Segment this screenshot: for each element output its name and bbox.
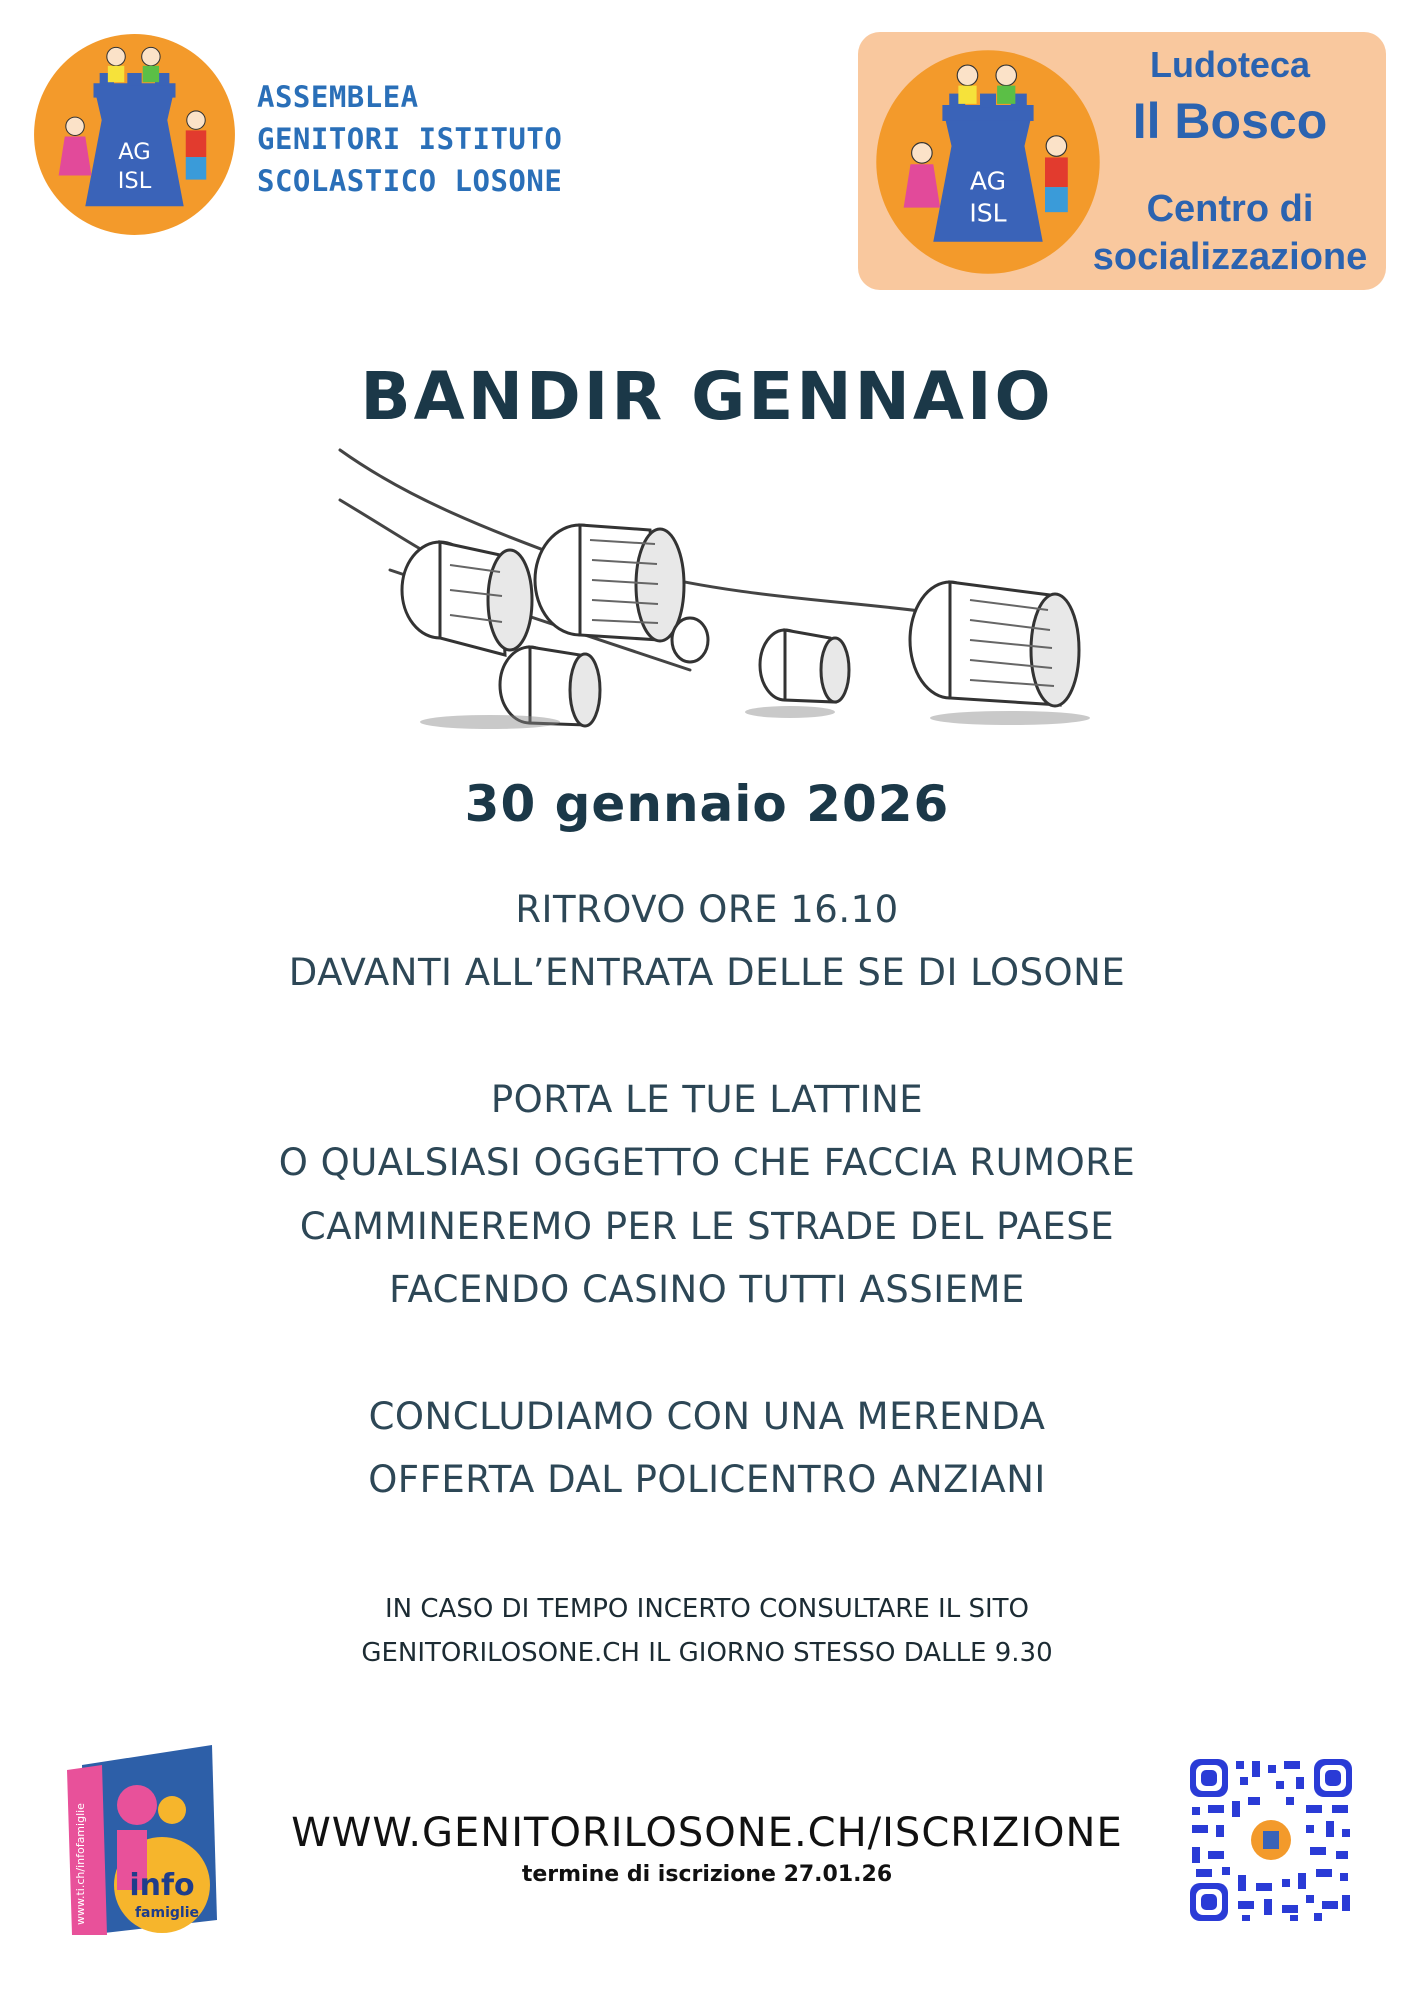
logo-text-ag: AG	[969, 166, 1007, 196]
snack-line-2: OFFERTA DAL POLICENTRO ANZIANI	[368, 1458, 1046, 1501]
event-title: BANDIR GENNAIO	[360, 358, 1054, 435]
weather-note-1: IN CASO DI TEMPO INCERTO CONSULTARE IL SITO	[385, 1594, 1029, 1624]
logo-text-isl: ISL	[969, 198, 1007, 228]
registration-url[interactable]: WWW.GENITORILOSONE.CH/ISCRIZIONE	[291, 1810, 1123, 1856]
weather-note-2: GENITORILOSONE.CH IL GIORNO STESSO DALLE 9.30	[361, 1638, 1053, 1668]
ludoteca-title: Ludoteca	[1149, 44, 1310, 85]
meeting-place: DAVANTI ALL’ENTRATA DELLE SE DI LOSONE	[288, 951, 1126, 994]
agisl-logo-small	[874, 48, 1102, 276]
qr-code[interactable]	[1186, 1755, 1356, 1925]
org-name-line-3: SCOLASTICO LOSONE	[257, 164, 563, 198]
logo-text-isl: ISL	[117, 167, 152, 194]
instruction-line-2: O QUALSIASI OGGETTO CHE FACCIA RUMORE	[278, 1141, 1136, 1184]
infofamiglie-label-info: info	[129, 1868, 195, 1903]
infofamiglie-label-famiglie: famiglie	[134, 1905, 200, 1921]
organization-name	[257, 76, 677, 202]
org-name-line-2: GENITORI ISTITUTO	[257, 122, 563, 156]
agisl-logo	[32, 32, 237, 237]
instruction-line-1: PORTA LE TUE LATTINE	[490, 1078, 924, 1121]
logo-text-ag: AG	[118, 139, 151, 166]
ludoteca-subtitle-2: socializzazione	[1092, 236, 1368, 278]
infofamiglie-url: www.ti.ch/infofamiglie	[74, 1803, 87, 1925]
ludoteca-name: Il Bosco	[1132, 93, 1328, 149]
tin-cans-illustration	[330, 440, 1110, 740]
event-date: 30 gennaio 2026	[464, 775, 950, 833]
ludoteca-subtitle-1: Centro di	[1146, 188, 1314, 230]
org-name-line-1: ASSEMBLEA	[257, 80, 419, 114]
meeting-time: RITROVO ORE 16.10	[515, 888, 899, 931]
instruction-line-3: CAMMINEREMO PER LE STRADE DEL PAESE	[299, 1205, 1115, 1248]
instruction-line-4: FACENDO CASINO TUTTI ASSIEME	[389, 1268, 1025, 1311]
snack-line-1: CONCLUDIAMO CON UNA MERENDA	[368, 1395, 1046, 1438]
registration-deadline: termine di iscrizione 27.01.26	[521, 1862, 893, 1887]
